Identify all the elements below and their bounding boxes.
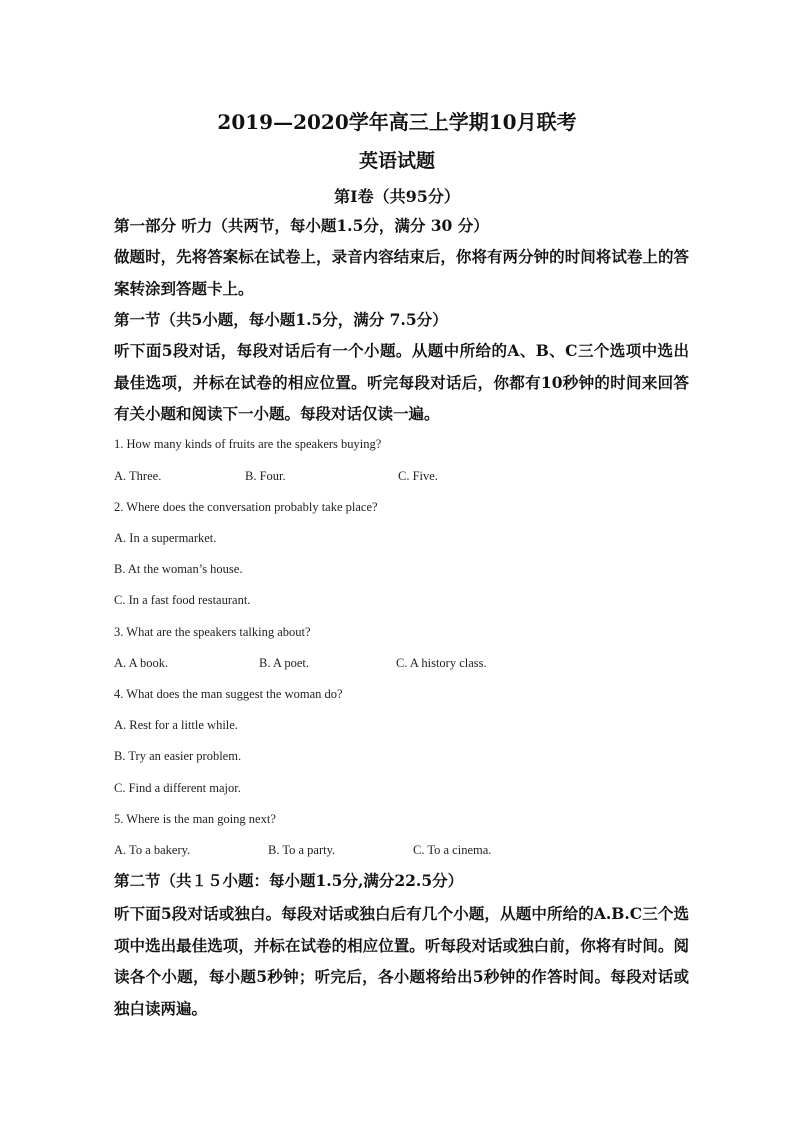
section1-instructions: 听下面5段对话，每段对话后有一个小题。从题中所给的A、B、C三个选项中选出最佳选项，并标在试卷的相应位置。听完每段对话后，你都有10秒钟的时间来回答有关小题和阅读下一小题。每段对话仅读一遍。	[114, 341, 689, 423]
question-3: 3. What are the speakers talking about?	[114, 625, 311, 639]
q4-option-a: A. Rest for a little while.	[114, 718, 238, 732]
question-4: 4. What does the man suggest the woman do?	[114, 687, 343, 701]
q1-option-b: B. Four.	[245, 469, 286, 483]
q1-option-c: C. Five.	[398, 469, 438, 483]
q5-option-a: A. To a bakery.	[114, 843, 191, 857]
exam-subject: 英语试题	[358, 150, 435, 172]
q2-option-c: C. In a fast food restaurant.	[114, 593, 251, 607]
q4-option-c: C. Find a different major.	[114, 781, 241, 795]
q5-option-c: C. To a cinema.	[413, 843, 492, 857]
q3-option-b: B. A poet.	[259, 656, 310, 670]
question-1: 1. How many kinds of fruits are the speakers buying?	[114, 437, 382, 451]
section2-instructions: 听下面5段对话或独白。每段对话或独白后有几个小题，从题中所给的A.B.C三个选项中选出最佳选项，并标在试卷的相应位置。听每段对话或独白前，你将有时间。阅读各个小题，每小题5秒钟；听完后，各小题将给出5秒钟的作答时间。每段对话或独白读两遍。	[114, 904, 689, 1018]
q1-option-a: A. Three.	[114, 469, 162, 483]
q3-option-a: A. A book.	[114, 656, 169, 670]
question-2: 2. Where does the conversation probably take place?	[114, 500, 378, 514]
q3-option-c: C. A history class.	[396, 656, 487, 670]
exam-title: 2019—2020学年高三上学期10月联考	[217, 110, 577, 134]
q5-option-b: B. To a party.	[268, 843, 336, 857]
q4-option-b: B. Try an easier problem.	[114, 749, 242, 763]
volume-heading: 第I卷（共95分）	[334, 187, 460, 206]
q2-option-a: A. In a supermarket.	[114, 531, 217, 545]
q2-option-b: B. At the woman’s house.	[114, 562, 243, 576]
question-5: 5. Where is the man going next?	[114, 812, 276, 826]
section2-heading: 第二节（共１５小题：每小题1.5分,满分22.5分）	[114, 871, 464, 890]
part1-heading: 第一部分 听力（共两节，每小题1.5分，满分 30 分）	[114, 216, 489, 235]
section1-heading: 第一节（共5小题，每小题1.5分，满分 7.5分）	[114, 310, 448, 329]
part1-instructions: 做题时，先将答案标在试卷上，录音内容结束后，你将有两分钟的时间将试卷上的答案转涂到答题卡上。	[114, 247, 689, 298]
